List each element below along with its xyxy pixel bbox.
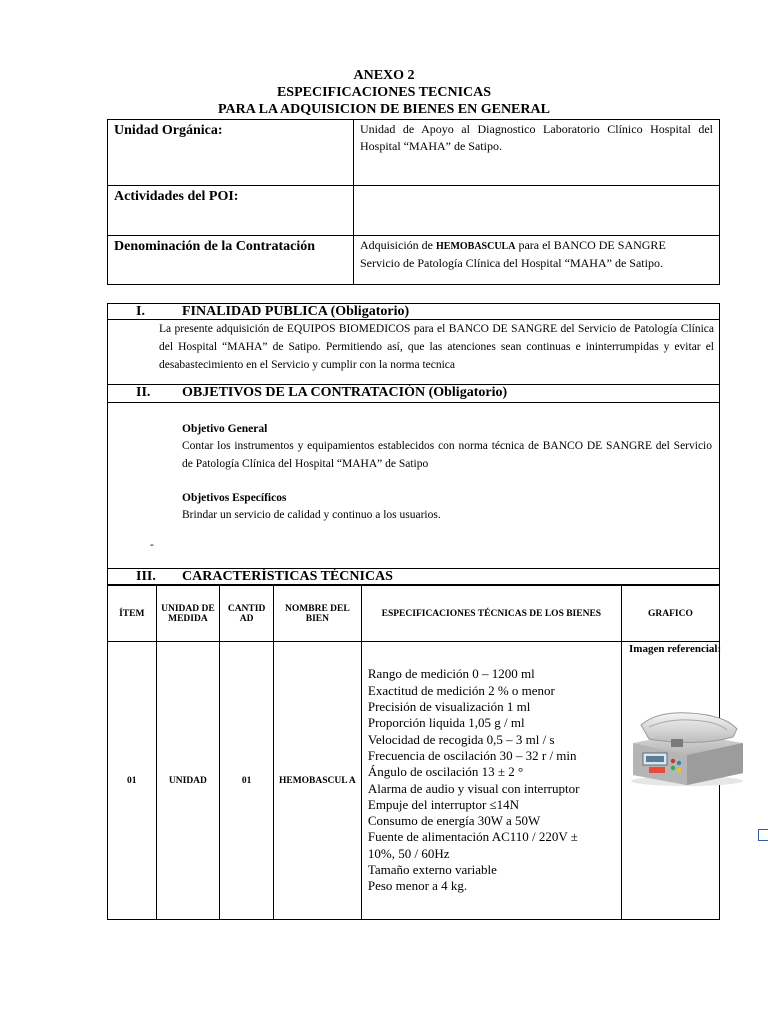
spec-line: Alarma de audio y visual con interruptor [367, 780, 580, 796]
info-label: Unidad Orgánica: [108, 120, 354, 186]
spec-line: Frecuencia de oscilación 30 – 32 r / min [367, 747, 577, 763]
spec-line: Precisión de visualización 1 ml [367, 699, 531, 715]
spec-line: Proporción liquida 1,05 g / ml [367, 715, 525, 731]
tech-table-header-row [108, 586, 720, 642]
info-row-unidad [108, 120, 720, 186]
spec-line: Tamaño externo variable [367, 861, 497, 877]
doc-subtitle: PARA LA ADQUISICION DE BIENES EN GENERAL [218, 102, 550, 117]
spec-line: Ángulo de oscilación 13 ± 2 ° [367, 764, 524, 780]
value-bold: HEMOBASCULA [436, 241, 516, 252]
info-value [354, 236, 720, 285]
value-prefix: Adquisición de [360, 238, 433, 252]
info-label: Denominación de la Contratación [108, 236, 354, 285]
section-title: CARACTERÍSTICAS TÉCNICAS [182, 569, 393, 584]
value-line2: Servicio de Patología Clínica del Hospital “MAHA” de Satipo. [360, 256, 663, 270]
col-header-especificaciones: ESPECIFICACIONES TÉCNICAS DE LOS BIENES [361, 586, 621, 642]
section-title: FINALIDAD PUBLICA (Obligatorio) [182, 304, 410, 319]
value-suffix: para el BANCO DE SANGRE [518, 238, 666, 252]
col-header-unidad: UNIDAD DE MEDIDA [156, 586, 220, 642]
divider [108, 402, 719, 403]
hemobascula-image [627, 703, 747, 787]
col-header-nombre: NOMBRE DEL BIEN [273, 586, 361, 642]
spec-line: Empuje del interruptor ≤14N [367, 796, 520, 812]
info-row-denominacion [108, 236, 720, 285]
section-title: OBJETIVOS DE LA CONTRATACIÓN (Obligatorio) [182, 385, 508, 400]
info-label: Actividades del POI: [108, 186, 354, 236]
grafico-caption: Imagen referencial: [629, 643, 722, 655]
col-header-item: ÍTEM [108, 586, 157, 642]
info-value: Unidad de Apoyo al Diagnostico Laboratorio Clínico Hospital del Hospital “MAHA” de Satipo. [354, 120, 720, 186]
doc-title: ESPECIFICACIONES TECNICAS [276, 85, 492, 100]
objetivos-especificos-text: Brindar un servicio de calidad y continuo a los usuarios. [182, 509, 441, 521]
objetivos-especificos-title: Objetivos Específicos [182, 492, 287, 504]
objetivo-general-title: Objetivo General [182, 423, 268, 435]
spec-line: Rango de medición 0 – 1200 ml [367, 666, 535, 682]
sections-box [107, 303, 720, 585]
info-value [354, 186, 720, 236]
col-header-grafico: GRAFICO [621, 586, 719, 642]
spec-line: Velocidad de recogida 0,5 – 3 ml / s [367, 731, 555, 747]
section-1-text: La presente adquisición de EQUIPOS BIOMEDICOS para el BANCO DE SANGRE del Servicio de Patología Clínica del Hospital “MAHA” de Satipo. Permitiendo así, que las atenciones sean continuas e ininterrumpidas y evitar el desabastecimiento en el Servicio y cumplir con la norma tecnica [159, 323, 714, 371]
checkbox[interactable] [758, 829, 768, 841]
cell-cantidad: 01 [220, 642, 274, 920]
dash: - [150, 539, 154, 551]
section-number: I. [136, 304, 145, 319]
col-header-cantidad: CANTID AD [220, 586, 274, 642]
objetivo-general-text: Contar los instrumentos y equipamientos establecidos con norma técnica de BANCO DE SANGRE del Servicio de Patología Clínica del Hospital “MAHA” de Satipo [182, 440, 712, 470]
spec-line: 10%, 50 / 60Hz [367, 845, 450, 861]
info-table [107, 119, 720, 285]
spec-line: Consumo de energía 30W a 50W [367, 813, 541, 829]
spec-line: Peso menor a 4 kg. [367, 878, 468, 894]
info-row-poi [108, 186, 720, 236]
cell-item: 01 [108, 642, 157, 920]
cell-unidad: UNIDAD [156, 642, 220, 920]
spec-line: Exactitud de medición 2 % o menor [367, 682, 555, 698]
annex-title: ANEXO 2 [353, 68, 415, 83]
cell-nombre: HEMOBASCUL A [273, 642, 361, 920]
cell-specs [361, 642, 621, 920]
section-number: II. [136, 385, 151, 400]
section-number: III. [136, 569, 156, 584]
spec-line: Fuente de alimentación AC110 / 220V ± [367, 829, 578, 845]
